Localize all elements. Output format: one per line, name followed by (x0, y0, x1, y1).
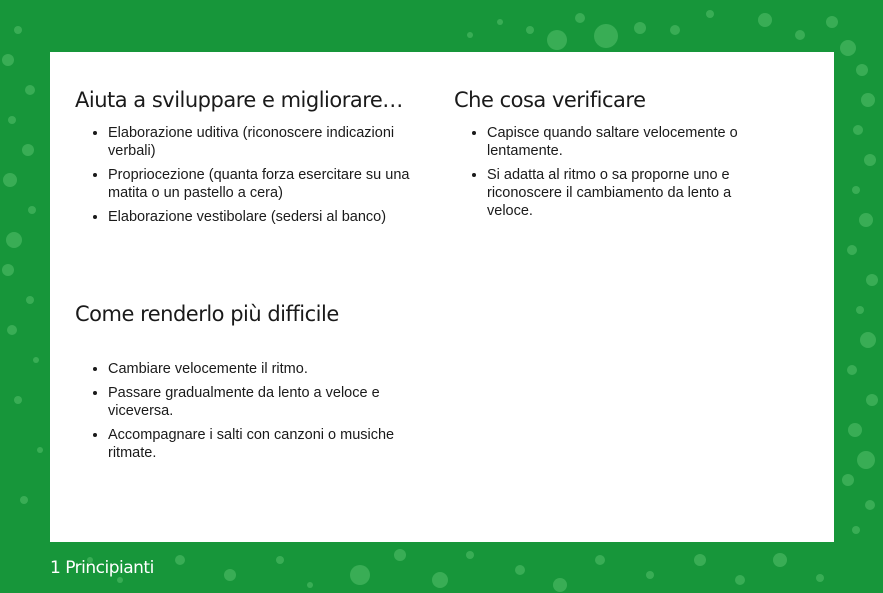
section-make-harder (75, 302, 420, 468)
section-what-to-check (454, 88, 764, 226)
bullet-list (75, 360, 420, 462)
footer-level-title: 1 Principianti (50, 558, 154, 578)
section-title: Aiuta a sviluppare e migliorare… (75, 88, 403, 112)
content-card (50, 52, 834, 542)
bullet-list (75, 124, 420, 226)
list-item: • Si adatta al ritmo o sa proporne uno e riconoscere il cambiamento da lento a veloce. (487, 166, 764, 220)
section-title: Come renderlo più difficile (75, 302, 339, 326)
list-item: • Accompagnare i salti con canzoni o musiche ritmate. (108, 426, 420, 462)
list-item: • Elaborazione uditiva (riconoscere indicazioni verbali) (108, 124, 420, 160)
list-item: • Propriocezione (quanta forza esercitare su una matita o un pastello a cera) (108, 166, 420, 202)
bullet-list (454, 124, 764, 220)
section-title: Che cosa verificare (454, 88, 646, 112)
list-item: • Passare gradualmente da lento a veloce e viceversa. (108, 384, 420, 420)
list-item: • Cambiare velocemente il ritmo. (108, 360, 420, 378)
section-helps-develop (75, 88, 420, 232)
list-item: • Elaborazione vestibolare (sedersi al banco) (108, 208, 420, 226)
list-item: • Capisce quando saltare velocemente o lentamente. (487, 124, 764, 160)
